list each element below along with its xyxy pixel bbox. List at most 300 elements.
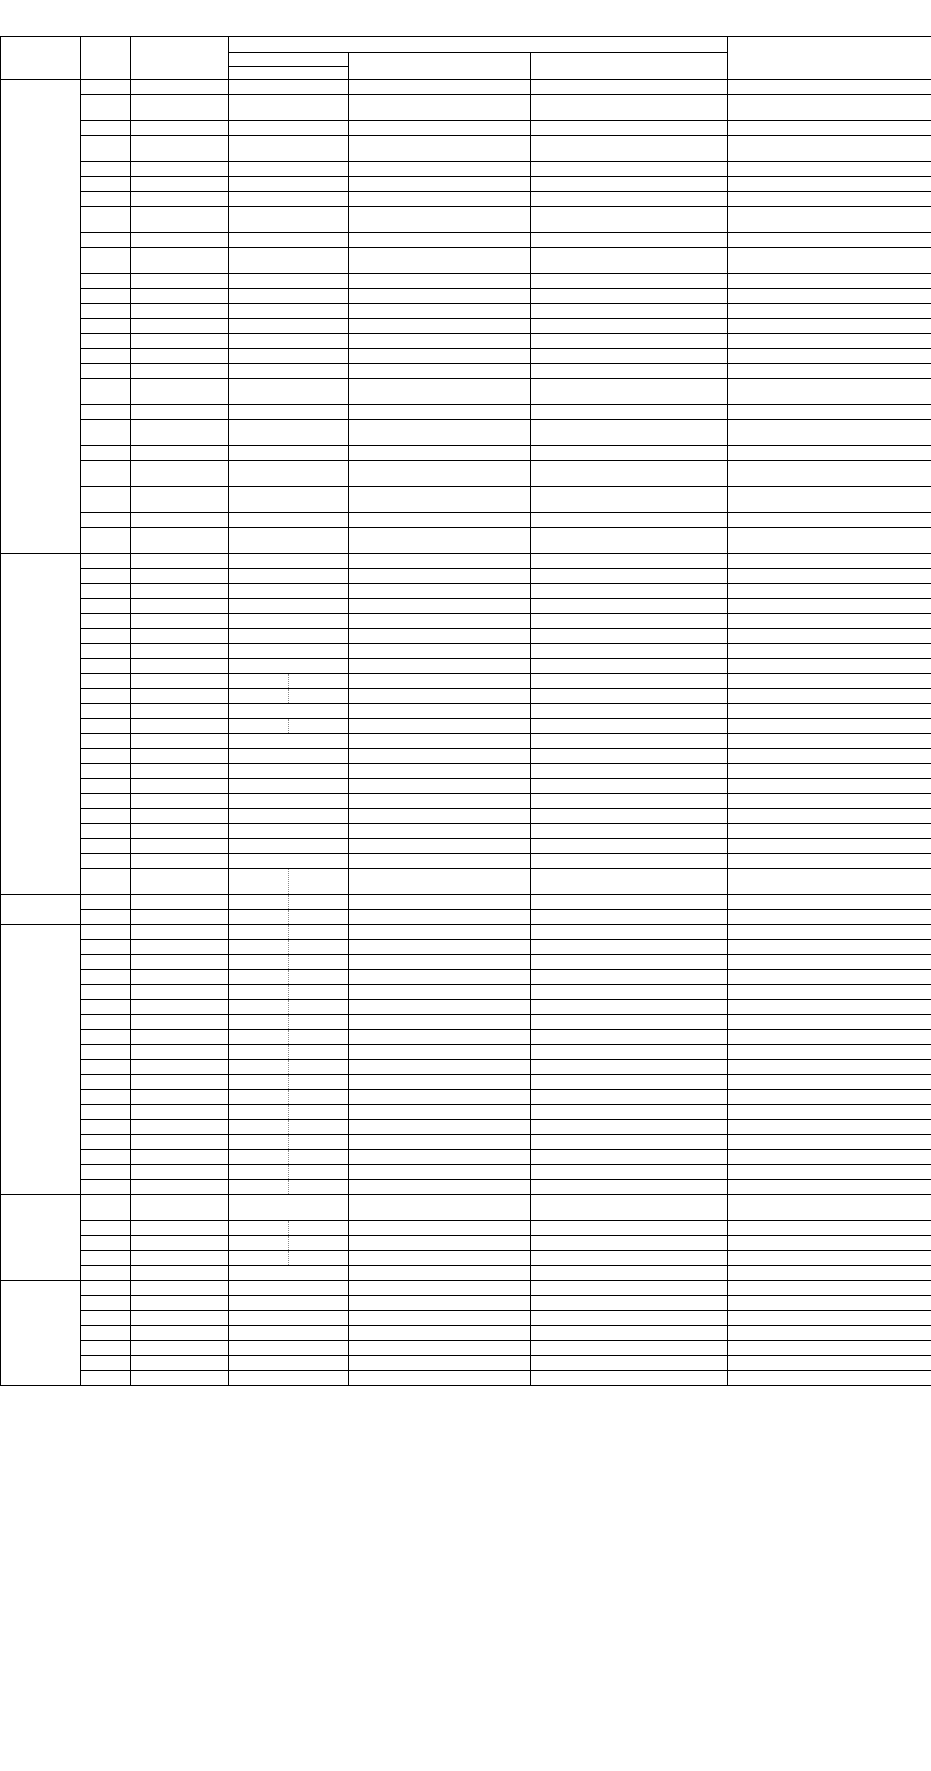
footer-note — [0, 1753, 931, 1771]
delivery-margin — [349, 207, 531, 233]
product-name — [131, 274, 229, 289]
table-row — [1, 1180, 931, 1195]
company-margin — [728, 136, 931, 162]
product-code — [81, 304, 131, 319]
speculation-margin — [229, 1135, 289, 1150]
product-name — [131, 629, 229, 644]
product-code — [81, 1266, 131, 1281]
hedge-margin — [289, 1045, 349, 1060]
product-name — [131, 1356, 229, 1371]
speculation-margin — [229, 1236, 289, 1251]
product-code — [81, 794, 131, 809]
table-row — [1, 599, 931, 614]
company-margin — [728, 364, 931, 379]
hedge-margin — [289, 869, 349, 895]
company-margin — [728, 1150, 931, 1165]
exchange-dce — [1, 554, 81, 895]
delivery-margin — [349, 1356, 531, 1371]
delivery-margin — [349, 910, 531, 925]
general-margin — [229, 1266, 349, 1281]
company-margin — [728, 274, 931, 289]
product-code — [81, 554, 131, 569]
product-name — [131, 319, 229, 334]
product-name — [131, 644, 229, 659]
delivery-margin — [349, 1135, 531, 1150]
general-margin — [229, 1296, 349, 1311]
speculation-margin — [229, 1000, 289, 1015]
product-name — [131, 1296, 229, 1311]
special-margin — [531, 1371, 728, 1386]
company-margin — [728, 177, 931, 192]
company-margin — [728, 420, 931, 446]
delivery-margin — [349, 95, 531, 121]
special-margin — [531, 809, 728, 824]
product-code — [81, 659, 131, 674]
product-code — [81, 1120, 131, 1135]
company-margin — [728, 289, 931, 304]
table-row — [1, 614, 931, 629]
table-row — [1, 824, 931, 839]
product-code — [81, 1236, 131, 1251]
special-margin — [531, 233, 728, 248]
hedge-margin — [289, 1060, 349, 1075]
product-name — [131, 1221, 229, 1236]
general-margin — [229, 420, 349, 446]
company-margin — [728, 925, 931, 940]
general-margin — [229, 136, 349, 162]
product-code — [81, 1251, 131, 1266]
speculation-margin — [229, 1150, 289, 1165]
company-margin — [728, 446, 931, 461]
special-margin — [531, 869, 728, 895]
table-row — [1, 1075, 931, 1090]
speculation-margin — [229, 1045, 289, 1060]
company-margin — [728, 162, 931, 177]
hedge-margin — [289, 1015, 349, 1030]
company-margin — [728, 1105, 931, 1120]
delivery-margin — [349, 1120, 531, 1135]
special-margin — [531, 554, 728, 569]
speculation-margin — [229, 1060, 289, 1075]
table-row — [1, 1045, 931, 1060]
general-margin — [229, 513, 349, 528]
table-row — [1, 513, 931, 528]
exchange-zce — [1, 80, 81, 554]
special-margin — [531, 749, 728, 764]
company-margin — [728, 734, 931, 749]
product-code — [81, 1135, 131, 1150]
special-margin — [531, 955, 728, 970]
company-margin — [728, 1015, 931, 1030]
company-margin — [728, 854, 931, 869]
exchange-gfex — [1, 895, 81, 925]
delivery-margin — [349, 1105, 531, 1120]
special-margin — [531, 1296, 728, 1311]
special-margin — [531, 614, 728, 629]
special-margin — [531, 970, 728, 985]
company-margin — [728, 629, 931, 644]
delivery-margin — [349, 319, 531, 334]
product-code — [81, 1060, 131, 1075]
company-margin — [728, 487, 931, 513]
delivery-margin — [349, 809, 531, 824]
company-margin — [728, 940, 931, 955]
company-margin — [728, 1266, 931, 1281]
product-name — [131, 192, 229, 207]
product-name — [131, 95, 229, 121]
product-name — [131, 910, 229, 925]
delivery-margin — [349, 1075, 531, 1090]
hedge-margin — [289, 955, 349, 970]
general-margin — [229, 764, 349, 779]
product-code — [81, 970, 131, 985]
hedge-margin — [289, 1165, 349, 1180]
product-code — [81, 1000, 131, 1015]
special-margin — [531, 319, 728, 334]
product-code — [81, 629, 131, 644]
special-margin — [531, 854, 728, 869]
delivery-margin — [349, 764, 531, 779]
speculation-margin — [229, 689, 289, 704]
company-margin — [728, 207, 931, 233]
general-margin — [229, 1311, 349, 1326]
speculation-margin — [229, 1120, 289, 1135]
speculation-margin — [229, 869, 289, 895]
delivery-margin — [349, 1251, 531, 1266]
product-name — [131, 487, 229, 513]
product-code — [81, 487, 131, 513]
special-margin — [531, 304, 728, 319]
delivery-margin — [349, 1326, 531, 1341]
product-name — [131, 1311, 229, 1326]
product-code — [81, 584, 131, 599]
general-margin — [229, 629, 349, 644]
table-row — [1, 704, 931, 719]
product-code — [81, 364, 131, 379]
delivery-margin — [349, 461, 531, 487]
general-margin — [229, 659, 349, 674]
product-name — [131, 364, 229, 379]
product-name — [131, 779, 229, 794]
product-name — [131, 824, 229, 839]
product-name — [131, 207, 229, 233]
product-name — [131, 1266, 229, 1281]
delivery-margin — [349, 248, 531, 274]
company-margin — [728, 319, 931, 334]
table-row — [1, 233, 931, 248]
company-margin — [728, 1030, 931, 1045]
product-name — [131, 80, 229, 95]
hedge-margin — [289, 940, 349, 955]
product-code — [81, 749, 131, 764]
delivery-margin — [349, 1000, 531, 1015]
product-name — [131, 599, 229, 614]
general-margin — [229, 749, 349, 764]
company-margin — [728, 794, 931, 809]
delivery-margin — [349, 1296, 531, 1311]
product-code — [81, 1015, 131, 1030]
delivery-margin — [349, 162, 531, 177]
special-margin — [531, 248, 728, 274]
general-margin — [229, 644, 349, 659]
delivery-margin — [349, 794, 531, 809]
speculation-margin — [229, 1251, 289, 1266]
special-margin — [531, 446, 728, 461]
product-name — [131, 1015, 229, 1030]
company-margin — [728, 405, 931, 420]
product-name — [131, 854, 229, 869]
product-code — [81, 1311, 131, 1326]
company-margin — [728, 569, 931, 584]
special-margin — [531, 1266, 728, 1281]
table-row — [1, 1195, 931, 1221]
product-name — [131, 749, 229, 764]
company-margin — [728, 121, 931, 136]
general-margin — [229, 162, 349, 177]
hedge-margin — [289, 910, 349, 925]
speculation-margin — [229, 940, 289, 955]
delivery-margin — [349, 420, 531, 446]
margin-table-body — [1, 80, 931, 1386]
product-code — [81, 405, 131, 420]
delivery-margin — [349, 955, 531, 970]
company-margin — [728, 599, 931, 614]
exchange-ine — [1, 1195, 81, 1281]
delivery-margin — [349, 1090, 531, 1105]
hedge-margin — [289, 1150, 349, 1165]
exchange-cffex — [1, 1281, 81, 1386]
special-margin — [531, 487, 728, 513]
company-margin — [728, 554, 931, 569]
hedge-margin — [289, 719, 349, 734]
company-margin — [728, 1165, 931, 1180]
delivery-margin — [349, 192, 531, 207]
special-margin — [531, 1195, 728, 1221]
special-margin — [531, 659, 728, 674]
special-margin — [531, 1030, 728, 1045]
general-margin — [229, 1195, 349, 1221]
delivery-margin — [349, 446, 531, 461]
special-margin — [531, 824, 728, 839]
company-margin — [728, 1135, 931, 1150]
company-margin — [728, 779, 931, 794]
product-code — [81, 207, 131, 233]
general-margin — [229, 1326, 349, 1341]
delivery-margin — [349, 599, 531, 614]
product-code — [81, 1221, 131, 1236]
special-margin — [531, 1180, 728, 1195]
table-row — [1, 1266, 931, 1281]
product-code — [81, 289, 131, 304]
general-margin — [229, 614, 349, 629]
table-row — [1, 1135, 931, 1150]
general-margin — [229, 121, 349, 136]
table-row — [1, 1311, 931, 1326]
product-code — [81, 614, 131, 629]
speculation-margin — [229, 895, 289, 910]
table-row — [1, 420, 931, 446]
delivery-margin — [349, 824, 531, 839]
company-margin — [728, 955, 931, 970]
special-margin — [531, 207, 728, 233]
special-margin — [531, 177, 728, 192]
special-margin — [531, 985, 728, 1000]
product-name — [131, 248, 229, 274]
company-margin — [728, 1281, 931, 1296]
delivery-margin — [349, 614, 531, 629]
table-row — [1, 1060, 931, 1075]
product-code — [81, 420, 131, 446]
product-name — [131, 289, 229, 304]
general-margin — [229, 334, 349, 349]
exchange-shfe — [1, 925, 81, 1195]
table-row — [1, 1326, 931, 1341]
margin-table — [0, 36, 931, 1386]
table-row — [1, 177, 931, 192]
general-margin — [229, 1356, 349, 1371]
special-margin — [531, 734, 728, 749]
table-row — [1, 207, 931, 233]
special-margin — [531, 420, 728, 446]
product-name — [131, 1000, 229, 1015]
table-row — [1, 749, 931, 764]
special-margin — [531, 895, 728, 910]
product-code — [81, 644, 131, 659]
general-margin — [229, 824, 349, 839]
delivery-margin — [349, 304, 531, 319]
product-code — [81, 869, 131, 895]
product-code — [81, 824, 131, 839]
special-margin — [531, 1165, 728, 1180]
company-margin — [728, 513, 931, 528]
table-row — [1, 1371, 931, 1386]
hedge-margin — [289, 1030, 349, 1045]
general-margin — [229, 809, 349, 824]
product-code — [81, 704, 131, 719]
special-margin — [531, 1105, 728, 1120]
product-name — [131, 1060, 229, 1075]
general-margin — [229, 794, 349, 809]
product-name — [131, 554, 229, 569]
table-row — [1, 674, 931, 689]
table-row — [1, 955, 931, 970]
special-margin — [531, 1120, 728, 1135]
product-name — [131, 334, 229, 349]
product-code — [81, 136, 131, 162]
table-row — [1, 1236, 931, 1251]
company-margin — [728, 869, 931, 895]
delivery-margin — [349, 1371, 531, 1386]
delivery-margin — [349, 364, 531, 379]
special-margin — [531, 1221, 728, 1236]
product-name — [131, 233, 229, 248]
company-margin — [728, 1341, 931, 1356]
product-name — [131, 1195, 229, 1221]
table-row — [1, 487, 931, 513]
table-row — [1, 136, 931, 162]
product-name — [131, 809, 229, 824]
delivery-margin — [349, 689, 531, 704]
header-exchange-margin — [229, 37, 728, 53]
special-margin — [531, 779, 728, 794]
product-name — [131, 794, 229, 809]
table-row — [1, 461, 931, 487]
general-margin — [229, 177, 349, 192]
product-name — [131, 528, 229, 554]
table-row — [1, 839, 931, 854]
table-row — [1, 1356, 931, 1371]
product-name — [131, 1105, 229, 1120]
hedge-margin — [289, 1221, 349, 1236]
delivery-margin — [349, 554, 531, 569]
special-margin — [531, 1356, 728, 1371]
delivery-margin — [349, 177, 531, 192]
table-row — [1, 794, 931, 809]
product-name — [131, 446, 229, 461]
special-margin — [531, 1311, 728, 1326]
general-margin — [229, 704, 349, 719]
special-margin — [531, 629, 728, 644]
delivery-margin — [349, 854, 531, 869]
table-row — [1, 1296, 931, 1311]
company-margin — [728, 1236, 931, 1251]
table-row — [1, 1030, 931, 1045]
table-row — [1, 734, 931, 749]
product-code — [81, 177, 131, 192]
special-margin — [531, 764, 728, 779]
product-name — [131, 584, 229, 599]
delivery-margin — [349, 869, 531, 895]
speculation-margin — [229, 1221, 289, 1236]
delivery-margin — [349, 584, 531, 599]
company-margin — [728, 349, 931, 364]
product-code — [81, 674, 131, 689]
product-code — [81, 233, 131, 248]
company-margin — [728, 764, 931, 779]
special-margin — [531, 334, 728, 349]
product-code — [81, 985, 131, 1000]
company-margin — [728, 1060, 931, 1075]
product-code — [81, 1341, 131, 1356]
special-margin — [531, 405, 728, 420]
special-margin — [531, 794, 728, 809]
table-row — [1, 1150, 931, 1165]
table-row — [1, 569, 931, 584]
special-margin — [531, 569, 728, 584]
delivery-margin — [349, 895, 531, 910]
company-margin — [728, 1356, 931, 1371]
special-margin — [531, 674, 728, 689]
product-name — [131, 162, 229, 177]
product-code — [81, 1371, 131, 1386]
company-margin — [728, 910, 931, 925]
delivery-margin — [349, 513, 531, 528]
product-name — [131, 1135, 229, 1150]
company-margin — [728, 719, 931, 734]
special-margin — [531, 599, 728, 614]
delivery-margin — [349, 1015, 531, 1030]
company-margin — [728, 704, 931, 719]
product-code — [81, 192, 131, 207]
general-margin — [229, 379, 349, 405]
product-name — [131, 177, 229, 192]
company-margin — [728, 1075, 931, 1090]
delivery-margin — [349, 379, 531, 405]
special-margin — [531, 289, 728, 304]
company-margin — [728, 95, 931, 121]
product-code — [81, 1090, 131, 1105]
special-margin — [531, 95, 728, 121]
